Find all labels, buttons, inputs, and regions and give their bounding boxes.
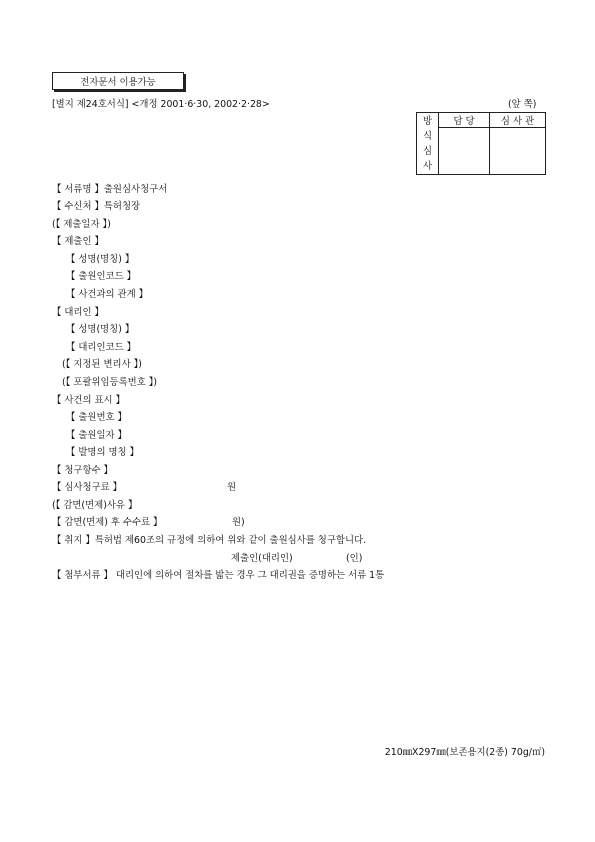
approval-vertical-char: 식	[422, 130, 433, 142]
electronic-document-badge	[52, 72, 184, 90]
approval-col-officer: 담 당	[439, 113, 490, 128]
electronic-document-badge-label: 전자문서 이용가능	[80, 77, 156, 88]
doc-name-line: 【 서류명 】출원심사청구서	[52, 184, 168, 195]
applicant-heading: 【 제출인 】	[52, 236, 104, 247]
claims-line: 【 청구항수 】	[52, 465, 113, 476]
applicant-relation-line: 【 사건과의 관계 】	[66, 289, 149, 300]
recipient-line: 【 수신처 】특허청장	[52, 201, 141, 212]
applicant-code-line: 【 출원인코드 】	[66, 271, 136, 282]
purpose-line: 【 취지 】특허법 제60조의 규정에 의하여 위와 같이 출원심사를 청구합니다.	[52, 535, 367, 546]
approval-officer-cell	[439, 128, 490, 175]
seal-mark: (인)	[346, 553, 363, 564]
case-date-line: 【 출원일자 】	[66, 430, 127, 441]
agent-name-line: 【 성명(명칭) 】	[66, 324, 135, 335]
agent-designated-line: (【 지정된 변리사 】)	[62, 359, 142, 370]
approval-vertical-char: 심	[422, 145, 433, 157]
agent-comprehensive-line: (【 포괄위임등록번호 】)	[62, 377, 158, 388]
fee-unit: 원	[227, 482, 237, 493]
paper-spec: 210㎜X297㎜(보존용지(2종) 70g/㎡)	[384, 747, 545, 758]
reduction-reason-line: (【 감면(면제)사유 】	[52, 500, 138, 511]
agent-heading: 【 대리인 】	[52, 307, 104, 318]
page-side-label: (앞 쪽)	[508, 99, 537, 110]
agent-code-line: 【 대리인코드 】	[66, 342, 136, 353]
reduced-fee-line: 【 감면(면제) 후 수수료 】	[52, 517, 163, 528]
approval-vertical-char: 사	[422, 160, 433, 172]
approval-vertical-char: 방	[422, 115, 433, 127]
attachments-line: 【 첨부서류 】 대리인에 의하여 절차를 밟는 경우 그 대리권을 증명하는 서류 1통	[52, 570, 385, 581]
applicant-name-line: 【 성명(명칭) 】	[66, 254, 135, 265]
fee-line: 【 심사청구료 】	[52, 482, 122, 493]
approval-table	[416, 112, 546, 175]
approval-examiner-cell	[490, 128, 546, 175]
case-title-line: 【 발명의 명칭 】	[66, 447, 139, 458]
form-reference: [별지 제24호서식] <개정 2001·6·30, 2002·2·28>	[52, 99, 270, 110]
approval-col-examiner: 심 사 관	[490, 113, 546, 128]
reduced-fee-unit: 원)	[232, 517, 245, 528]
case-heading: 【 사건의 표시 】	[52, 395, 125, 406]
submit-date-line: (【 제출일자 】)	[52, 219, 111, 230]
approval-vertical-label	[417, 113, 439, 175]
case-number-line: 【 출원번호 】	[66, 412, 127, 423]
signer-label: 제출인(대리인)	[231, 553, 293, 564]
